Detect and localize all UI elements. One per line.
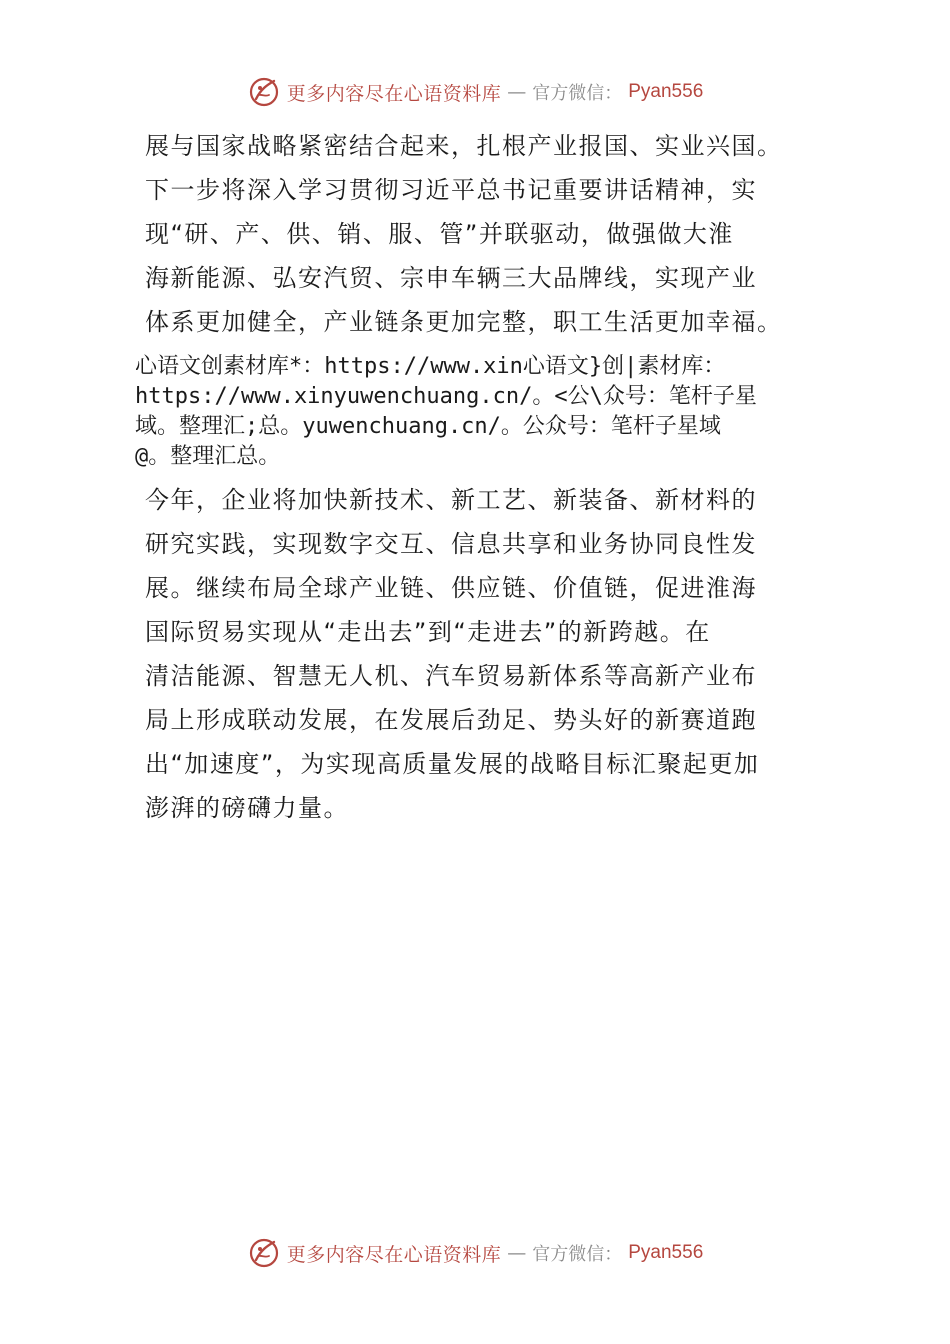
paragraph-line: 研究实践，实现数字交互、信息共享和业务协同良性发 <box>145 530 757 558</box>
watermark-wechat-id: Pyan556 <box>628 1242 704 1263</box>
promo-line: https://www.xinyuwenchuang.cn/。<公\众号：笔杆子星 <box>135 384 757 409</box>
watermark-title: 更多内容尽在心语资料库 <box>286 82 502 105</box>
watermark-wechat-label: 官方微信： <box>532 1244 623 1265</box>
promo-line: 心语文创素材库*：https://www.xin心语文}创|素材库： <box>135 354 726 379</box>
watermark-separator: — <box>507 1242 527 1264</box>
paragraph-line: 局上形成联动发展，在发展后劲足、势头好的新赛道跑 <box>145 706 757 734</box>
body-paragraph-2 <box>145 478 815 830</box>
watermark-wechat-id: Pyan556 <box>628 81 704 102</box>
pen-swirl-logo-icon <box>247 1236 281 1270</box>
paragraph-line: 海新能源、弘安汽贸、宗申车辆三大品牌线，实现产业 <box>145 264 757 292</box>
pen-swirl-logo-icon <box>247 75 281 109</box>
paragraph-line: 今年，企业将加快新技术、新工艺、新装备、新材料的 <box>145 486 757 514</box>
paragraph-line: 澎湃的磅礴力量。 <box>145 794 349 822</box>
watermark-title: 更多内容尽在心语资料库 <box>286 1243 502 1266</box>
body-paragraph-1 <box>145 124 815 344</box>
header-watermark <box>0 72 950 112</box>
watermark-wechat-label: 官方微信： <box>532 83 623 104</box>
paragraph-line: 体系更加健全，产业链条更加完整，职工生活更加幸福。 <box>145 308 783 336</box>
paragraph-line: 清洁能源、智慧无人机、汽车贸易新体系等高新产业布 <box>145 662 757 690</box>
paragraph-line: 展。继续布局全球产业链、供应链、价值链，促进淮海 <box>145 574 757 602</box>
paragraph-line: 现“研、产、供、销、服、管”并联驱动，做强做大淮 <box>145 220 734 248</box>
paragraph-line: 下一步将深入学习贯彻习近平总书记重要讲话精神，实 <box>145 176 757 204</box>
paragraph-line: 国际贸易实现从“走出去”到“走进去”的新跨越。在 <box>145 618 711 646</box>
paragraph-line: 出“加速度”，为实现高质量发展的战略目标汇聚起更加 <box>145 750 760 778</box>
promo-line: 域。整理汇;总。yuwenchuang.cn/。公众号：笔杆子星域 <box>135 414 721 439</box>
watermark-separator: — <box>507 81 527 103</box>
inserted-promo-text <box>135 352 815 472</box>
footer-watermark <box>0 1233 950 1273</box>
paragraph-line: 展与国家战略紧密结合起来，扎根产业报国、实业兴国。 <box>145 132 783 160</box>
promo-line: @。整理汇总。 <box>135 444 281 469</box>
